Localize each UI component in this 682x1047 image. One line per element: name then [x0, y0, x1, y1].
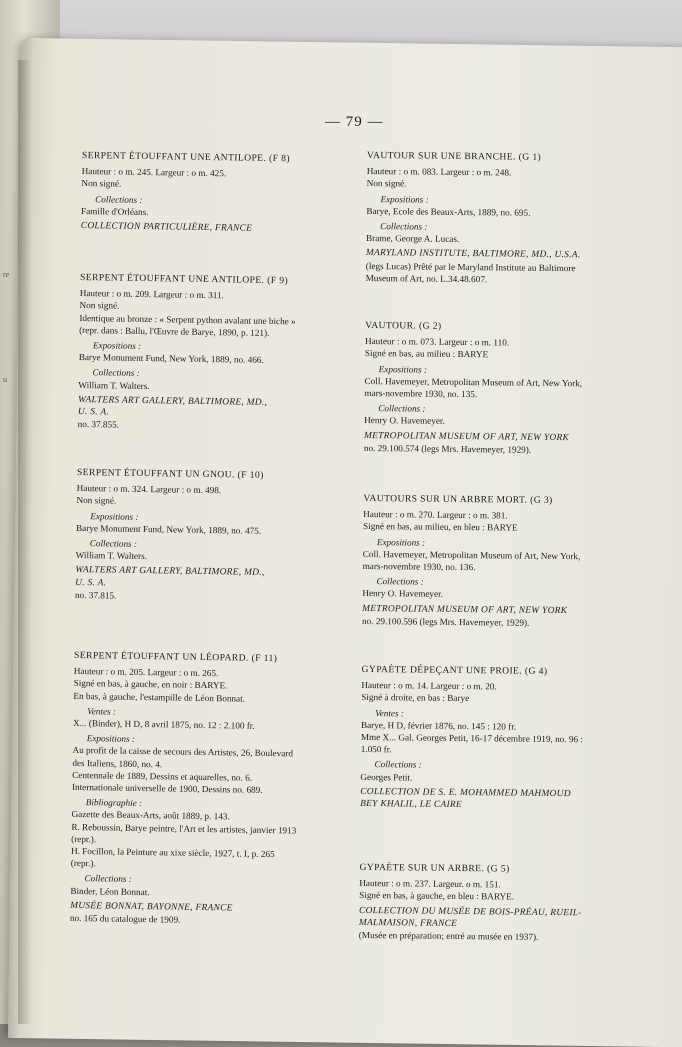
catalogue-entry [70, 650, 359, 929]
collection-name: U. S. A. [77, 406, 110, 418]
entry-line: En bas, à gauche, l'estampille de Léon Bonnat. [73, 690, 246, 704]
entry-line: Signé en bas, à gauche, en noir : BARYE. [73, 678, 228, 691]
section-line: Brame, George A. Lucas. [366, 233, 460, 245]
entry-line: Hauteur : o m. 324. Largeur : o m. 498. [76, 483, 222, 496]
collection-name: U. S. A. [75, 577, 107, 589]
entry-title: SERPENT ÉTOUFFANT UNE ANTILOPE. (F 8) [81, 150, 291, 165]
entry-title: VAUTOURS SUR UN ARBRE MORT. (G 3) [363, 492, 553, 506]
section-line: Coll. Havemeyer, Metropolitan Museum of Art, New York, [364, 375, 583, 389]
section-line: R. Reboussin, Barye peintre, l'Art et les artistes, janvier 1913 [71, 821, 297, 836]
entry-line: Non signé. [79, 300, 120, 312]
section-line: Barye Monument Fund, New York, 1889, no. 466. [78, 352, 264, 366]
section-line: Mme X... Gal. Georges Petit, 16-17 décembre 1919, no. 96 : [360, 731, 583, 745]
catalogue-entry [78, 272, 365, 435]
section-line: Au profit de la caisse de secours des Artistes, 26, Boulevard [72, 745, 294, 759]
catalogue-entry [362, 493, 648, 630]
section-line: 1.050 fr. [360, 744, 392, 755]
section-label: Bibliographie : [85, 797, 143, 809]
collection-name: WALTERS ART GALLERY, BALTIMORE, MD., [77, 394, 268, 408]
catalogue-entry [81, 150, 367, 237]
catalogue-entry [360, 664, 647, 813]
section-label: Collections : [89, 538, 138, 549]
entry-line: Non signé. [366, 178, 407, 189]
section-label: Collections : [376, 576, 424, 587]
left-page-fragment: re [3, 270, 10, 279]
entry-line: Non signé. [76, 495, 117, 506]
entry-line: Signé en bas, au milieu : BARYE [364, 348, 489, 360]
entry-line: Hauteur : o m. 205. Largeur : o m. 265. [73, 666, 219, 679]
inventory-line: no. 37.815. [74, 589, 117, 601]
section-line: Barye, H D, février 1876, no. 145 : 120 fr. [360, 719, 517, 732]
section-label: Ventes : [87, 705, 117, 717]
section-line: Gazette des Beaux-Arts, août 1889, p. 143. [71, 809, 230, 822]
entry-line: Signé à droite, en bas : Barye [361, 692, 470, 704]
section-label: Collections : [378, 403, 426, 414]
section-label: Ventes : [375, 707, 404, 719]
collection-block [359, 905, 644, 932]
entry-line: Signé en bas, à gauche, en bleu : BARYE. [359, 890, 515, 902]
collection-name: COLLECTION DE S. E. MOHAMMED MAHMOUD [360, 786, 571, 799]
entry-line: Hauteur : o m. 245. Largeur : o m. 425. [81, 166, 227, 179]
catalogue-entry [364, 320, 650, 457]
section-label: Expositions : [376, 536, 426, 548]
section-line: des Italiens, 1860, no. 4. [72, 757, 163, 769]
inventory-line: no. 37.855. [77, 419, 120, 430]
section-line: (repr.). [70, 858, 96, 869]
entry-line: Hauteur : o m. 14. Largeur : o m. 20. [361, 680, 497, 692]
collection-name: MARYLAND INSTITUTE, BALTIMORE, MD., U.S.A. [365, 248, 581, 261]
collection-name: BEY KHALIL, LE CAIRE [360, 798, 463, 811]
inventory-line: (Musée en préparation; entré au musée en 1937). [358, 929, 539, 942]
entry-line: Hauteur : o m. 073. Largeur : o m. 110. [364, 336, 510, 348]
section-line: Georges Petit. [360, 771, 413, 783]
section-line: (repr.). [71, 833, 97, 845]
entry-line: Hauteur : o m. 237. Largeur. o m. 151. [359, 878, 501, 890]
section-line: Internationale universelle de 1900, Dessins no. 689. [71, 781, 263, 795]
entry-line: (repr. dans : Ballu, l'Œuvre de Barye, 1890, p. 121). [79, 324, 270, 338]
collection-block [360, 786, 645, 813]
page-gutter-shadow [18, 60, 32, 1024]
section-line: Henry O. Havemeyer. [362, 588, 444, 600]
section-line: X... (Binder), H D, 8 avril 1875, no. 12 : 2.100 fr. [72, 717, 255, 731]
entry-title: GYPAÈTE DÉPEÇANT UNE PROIE. (G 4) [361, 663, 548, 677]
entry-title: SERPENT ÉTOUFFANT UN LÉOPARD. (F 11) [73, 649, 278, 665]
entry-line: Identique au bronze : « Serpent python avalant une biche » [79, 312, 296, 326]
section-label: Expositions : [380, 193, 429, 205]
entry-line: Hauteur : o m. 209. Largeur : o m. 311. [79, 288, 224, 301]
catalogue-entry [359, 862, 645, 944]
section-label: Expositions : [92, 340, 142, 351]
inventory-line: (legs Lucas) Prêté par le Maryland Institute au Baltimore [365, 260, 576, 273]
catalogue-entry [366, 150, 652, 287]
entry-title: VAUTOUR SUR UNE BRANCHE. (G 1) [366, 150, 542, 163]
entry-title: SERPENT ÉTOUFFANT UN GNOU. (F 10) [76, 466, 264, 481]
collection-name: COLLECTION DU MUSÉE DE BOIS-PRÉAU, RUEIL- [358, 905, 582, 918]
entry-line: Hauteur : o m. 083. Largeur : o m. 248. [366, 166, 512, 178]
section-line: mars-novembre 1930, no. 136. [362, 560, 476, 573]
section-line: H. Focillon, la Peinture au xixe siècle, 1927, t. I, p. 265 [70, 845, 275, 860]
collection-name: MALMAISON, FRANCE [358, 917, 458, 929]
entry-title: SERPENT ÉTOUFFANT UNE ANTILOPE. (F 9) [79, 271, 289, 287]
section-label: Expositions : [86, 733, 136, 745]
section-label: Collections : [380, 221, 428, 232]
section-label: Collections : [95, 193, 143, 205]
entry-line: Hauteur : o m. 270. Largeur : o m. 381. [363, 509, 508, 521]
section-line: Centennale de 1889, Dessins et aquarelles, no. 6. [72, 769, 253, 783]
section-label: Expositions : [90, 510, 139, 522]
section-line: mars-novembre 1930, no. 135. [364, 388, 478, 400]
collection-name: COLLECTION PARTICULIÈRE, FRANCE [80, 221, 253, 234]
collection-name: WALTERS ART GALLERY, BALTIMORE, MD., [75, 565, 265, 579]
catalogue-entry [75, 467, 362, 605]
section-line: William T. Walters. [78, 379, 150, 391]
section-line: Binder, Léon Bonnat. [70, 885, 150, 897]
section-label: Collections : [84, 873, 132, 885]
section-line: William T. Walters. [75, 550, 148, 562]
inventory-line: no. 29.100.596 (legs Mrs. Havemeyer, 1929). [362, 615, 530, 628]
section-line: Famille d'Orléans. [80, 205, 149, 217]
page-number: — 79 — [325, 114, 384, 130]
section-line: Henry O. Havemeyer. [364, 415, 445, 427]
section-label: Expositions : [378, 363, 427, 375]
entry-title: GYPAÈTE SUR UN ARBRE. (G 5) [359, 861, 510, 875]
collection-name: METROPOLITAN MUSEUM OF ART, NEW YORK [363, 430, 570, 443]
inventory-line: no. 29.100.574 (legs Mrs. Havemeyer, 1929). [363, 442, 532, 455]
inventory-line: Museum of Art, no. L.34.48.607. [365, 272, 488, 285]
left-page-fragment: u [3, 375, 7, 384]
collection-name: METROPOLITAN MUSEUM OF ART, NEW YORK [362, 603, 568, 616]
entry-line: Signé en bas, au milieu, en bleu : BARYE [363, 521, 518, 534]
section-line: Barye, Ecole des Beaux-Arts, 1889, no. 695. [366, 205, 531, 218]
section-line: Coll. Havemeyer, Metropolitan Museum of Art, New York, [362, 548, 581, 562]
inventory-line: no. 165 du catalogue de 1909. [69, 912, 181, 925]
section-label: Collections : [92, 367, 140, 379]
entry-line: Non signé. [81, 178, 122, 190]
entry-title: VAUTOUR. (G 2) [365, 319, 442, 332]
collection-name: MUSÉE BONNAT, BAYONNE, FRANCE [70, 900, 233, 914]
section-label: Collections : [374, 759, 422, 771]
section-line: Barye Monument Fund, New York, 1889, no. 475. [75, 522, 262, 536]
